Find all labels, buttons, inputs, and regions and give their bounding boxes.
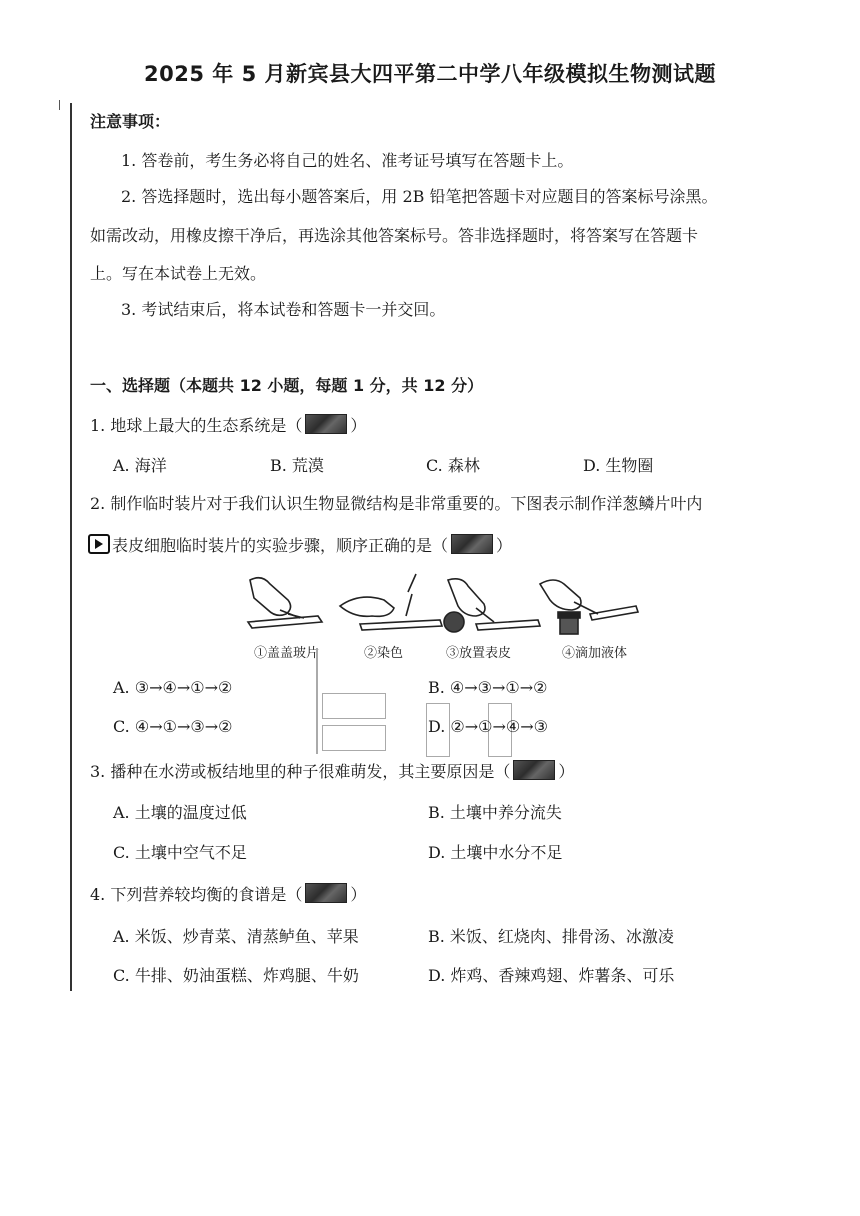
q4-answer-blank[interactable] [305,883,347,903]
q1-option-d[interactable]: D. 生物圈 [583,456,654,475]
notice-heading: 注意事项： [90,112,171,131]
q4-stem [90,882,366,905]
q2-option-c[interactable]: C. ④→①→③→② [113,717,233,736]
q3-close: ） [558,762,575,781]
q4-close: ） [350,885,367,904]
step-label-1: ①盖盖玻片 [254,646,320,661]
notice-item-2: 2. 答选择题时，选出每小题答案后，用 2B 铅笔把答题卡对应题目的答案标号涂黑。 [121,187,718,206]
q1-option-a[interactable]: A. 海洋 [113,456,167,475]
q3-stem [90,759,574,782]
step-label-2: ②染色 [364,646,404,661]
q2-close: ） [496,536,513,555]
q2-stem-text: 表皮细胞临时装片的实验步骤，顺序正确的是（ [112,536,449,555]
play-icon[interactable] [88,534,110,554]
binding-margin-line [70,103,72,991]
q4-option-d[interactable]: D. 炸鸡、香辣鸡翅、炸薯条、可乐 [428,966,675,985]
q2-stem-line1: 2. 制作临时装片对于我们认识生物显微结构是非常重要的。下图表示制作洋葱鳞片叶内 [90,494,703,513]
step1-hand-coverslip-illustration [248,578,322,628]
step4-hand-dropper-bottle-illustration [540,580,638,634]
q1-option-c[interactable]: C. 森林 [426,456,480,475]
section-heading: 一、选择题（本题共 12 小题，每题 1 分，共 12 分） [90,376,484,395]
q3-answer-blank[interactable] [513,760,555,780]
notice-item-1: 1. 答卷前，考生务必将自己的姓名、准考证号填写在答题卡上。 [121,151,574,170]
notice-item-2-end: 上。写在本试卷上无效。 [90,264,267,283]
q3-option-a[interactable]: A. 土壤的温度过低 [113,803,247,822]
step2-hand-dropper-illustration [340,574,442,630]
q4-option-c[interactable]: C. 牛排、奶油蛋糕、炸鸡腿、牛奶 [113,966,359,985]
q2-answer-blank[interactable] [451,534,493,554]
q2-option-b[interactable]: B. ④→③→①→② [428,678,548,697]
q1-stem [90,413,366,436]
bleed-through-line [316,648,318,754]
step-label-4: ④滴加液体 [562,646,628,661]
q1-stem-text: 1. 地球上最大的生态系统是（ [90,416,303,435]
notice-item-3: 3. 考试结束后，将本试卷和答题卡一并交回。 [121,300,446,319]
notice-item-2-cont: 如需改动，用橡皮擦干净后，再选涂其他答案标号。答非选择题时，将答案写在答题卡 [90,226,699,245]
bleed-through-box [322,725,386,751]
q2-option-d[interactable]: D. ②→①→④→③ [428,717,549,736]
q1-close: ） [350,416,367,435]
step-label-3: ③放置表皮 [446,646,512,661]
q4-option-a[interactable]: A. 米饭、炒青菜、清蒸鲈鱼、苹果 [113,927,359,946]
q4-option-b[interactable]: B. 米饭、红烧肉、排骨汤、冰激凌 [428,927,674,946]
margin-tick [59,100,60,110]
bleed-through-box [322,693,386,719]
q2-option-a[interactable]: A. ③→④→①→② [113,678,233,697]
q3-stem-text: 3. 播种在水涝或板结地里的种子很难萌发，其主要原因是（ [90,762,511,781]
exam-title: 2025 年 5 月新宾县大四平第二中学八年级模拟生物测试题 [144,62,716,86]
q1-option-b[interactable]: B. 荒漠 [270,456,324,475]
step3-hand-forceps-illustration [444,579,540,632]
q3-option-c[interactable]: C. 土壤中空气不足 [113,843,247,862]
q1-answer-blank[interactable] [305,414,347,434]
q3-option-d[interactable]: D. 土壤中水分不足 [428,843,563,862]
q2-stem-line2 [88,533,512,556]
q3-option-b[interactable]: B. 土壤中养分流失 [428,803,562,822]
q4-stem-text: 4. 下列营养较均衡的食谱是（ [90,885,303,904]
